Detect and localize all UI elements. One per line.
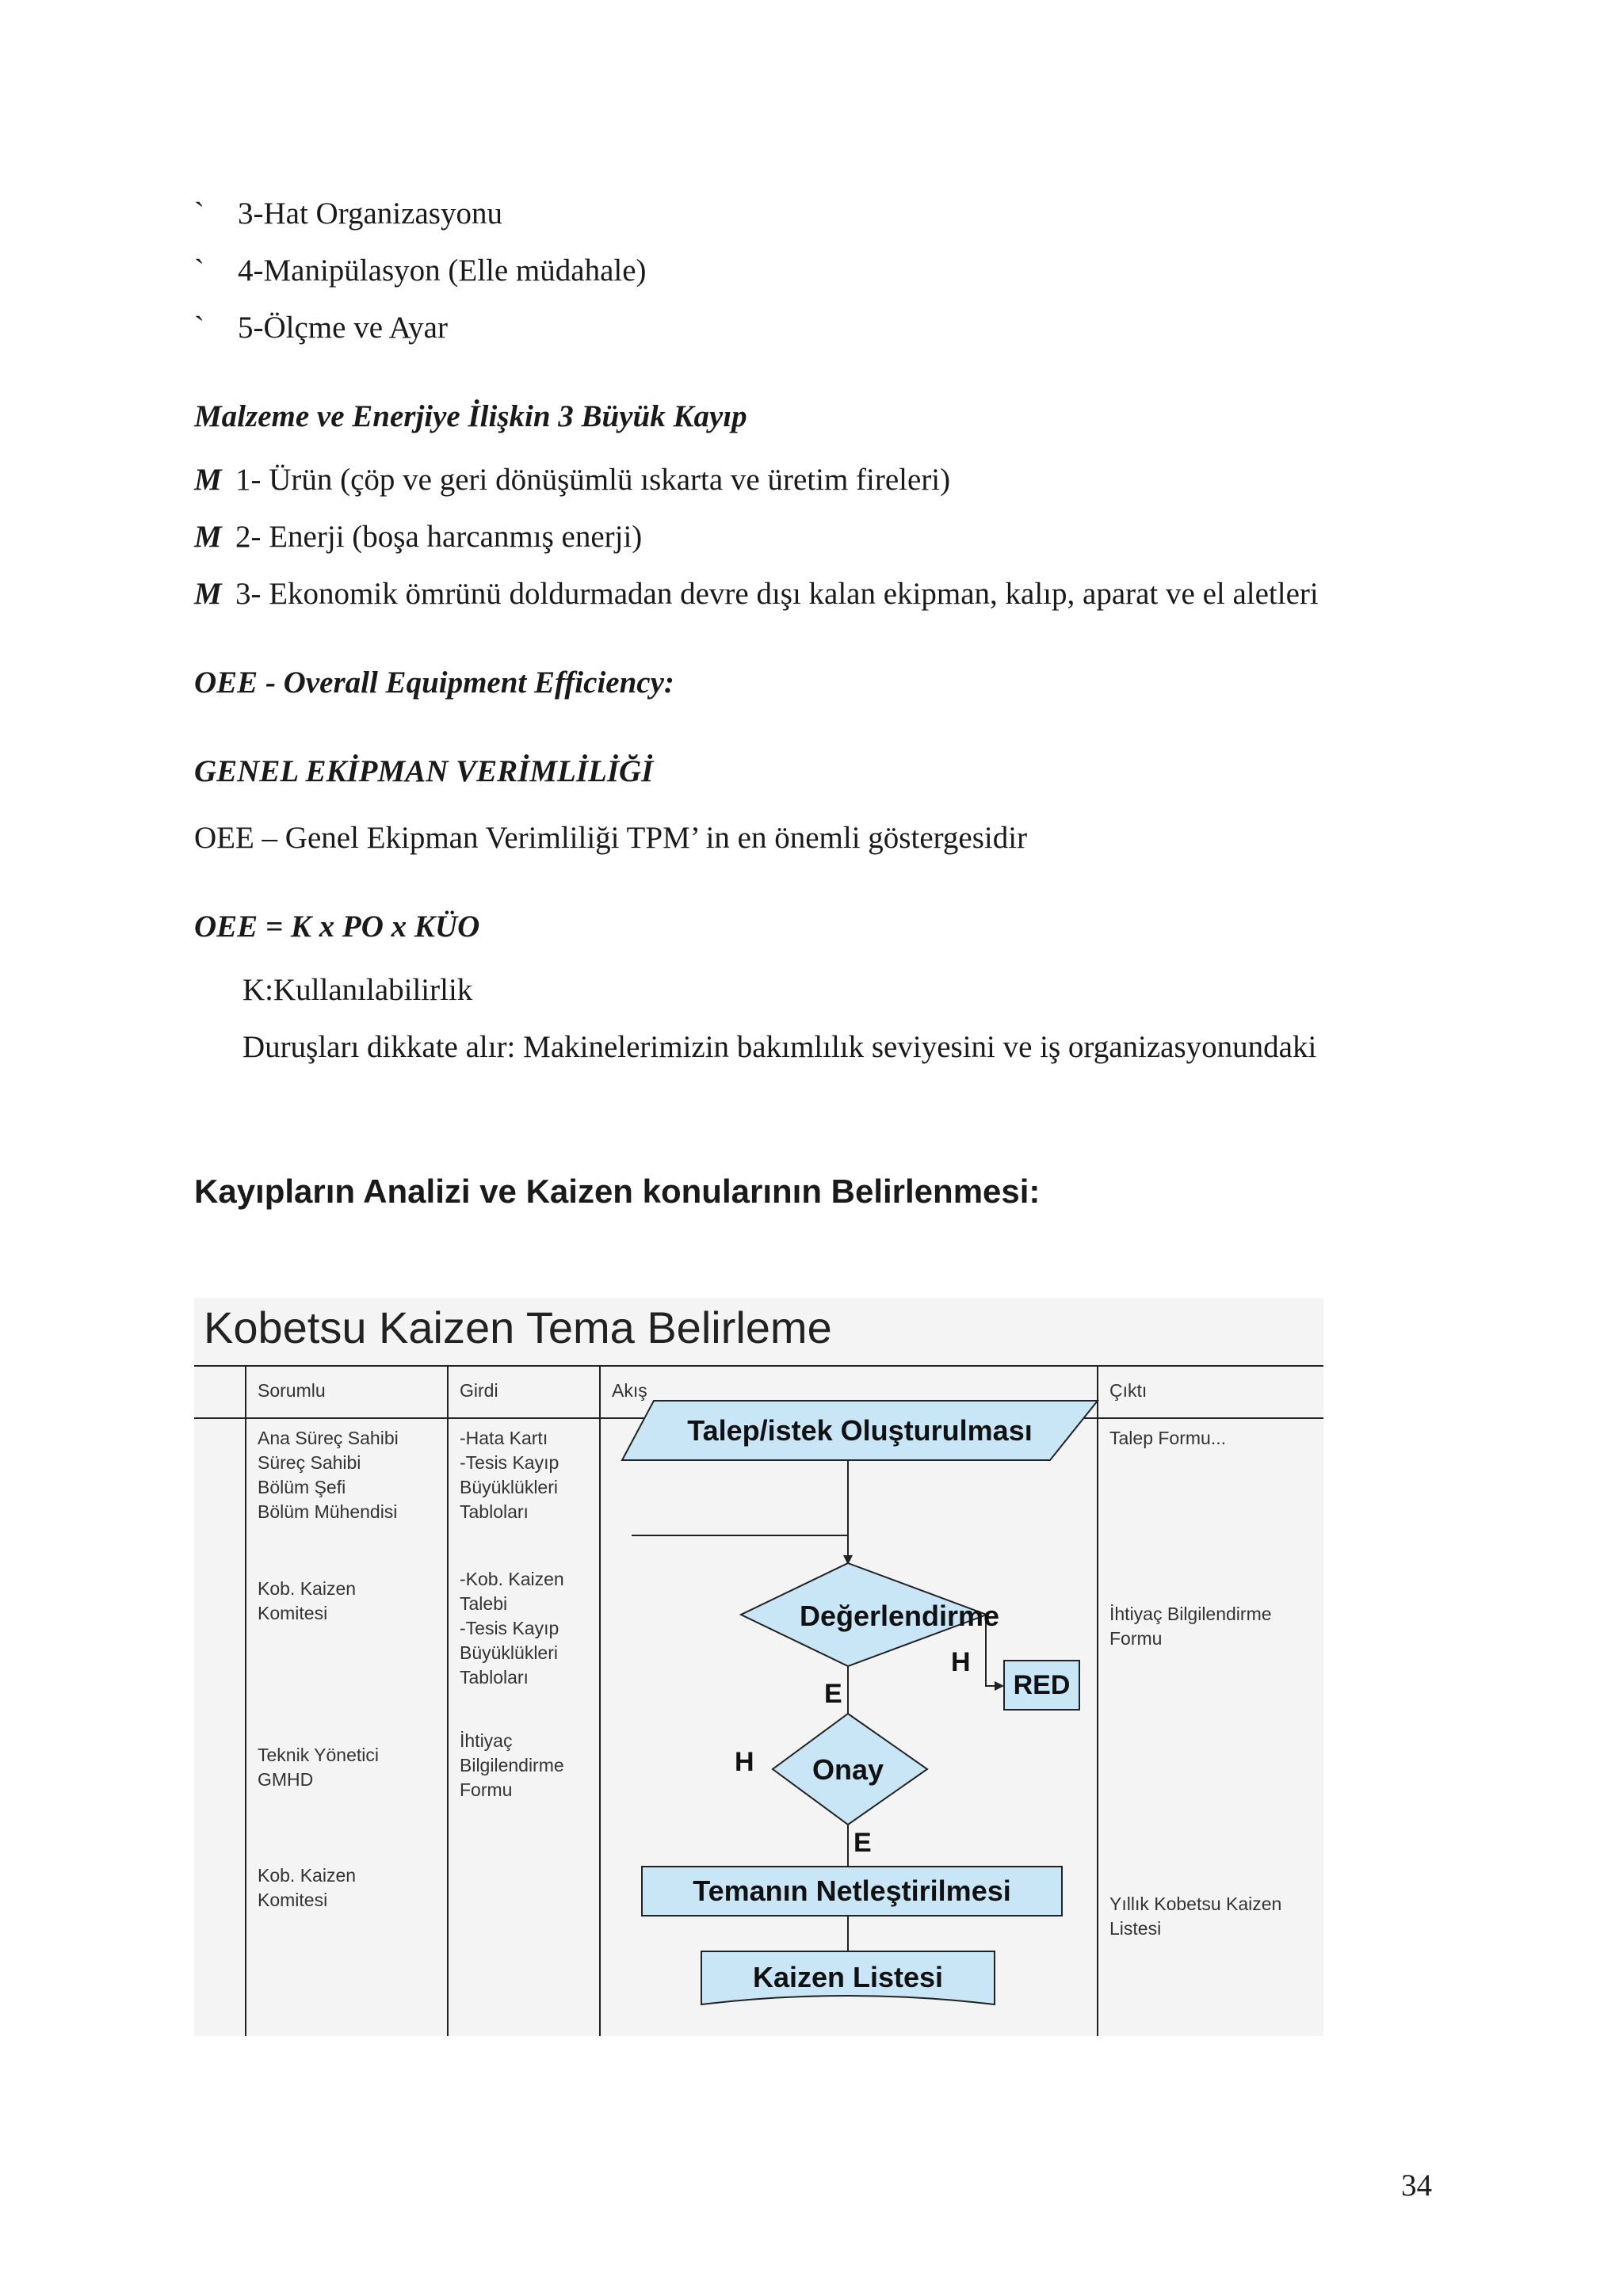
material-label: M (194, 463, 222, 497)
material-text: 1- Ürün (çöp ve geri dönüşümlü ıskarta ve üretim fireleri) (235, 463, 951, 497)
node-kaizen-label: Kaizen Listesi (752, 1961, 944, 1993)
girdi-cell: -Hata Kartı -Tesis Kayıp Büyüklükleri Tabloları (460, 1428, 559, 1522)
node-onay-label: Onay (812, 1753, 884, 1786)
cikti-cell: Talep Formu... (1109, 1428, 1226, 1448)
oee-sentence: OEE – Genel Ekipman Verimliliği TPM’ in en önemli göstergesidir (194, 821, 1028, 855)
kaizen-flowchart-figure (194, 1298, 1323, 2036)
node-temanin-label: Temanın Netleştirilmesi (693, 1875, 1011, 1907)
bullet-item: 3-Hat Organizasyonu (238, 196, 502, 231)
header-akis: Akış (612, 1380, 647, 1401)
branch-e-label: E (854, 1828, 872, 1858)
bullet-marker: ` (194, 254, 204, 288)
material-item (194, 461, 950, 499)
material-item (194, 575, 1319, 613)
bullet-item: 5-Ölçme ve Ayar (238, 311, 448, 345)
header-girdi: Girdi (460, 1380, 498, 1401)
girdi-cell: İhtiyaç Bilgilendirme Formu (460, 1730, 564, 1800)
node-talep-label: Talep/istek Oluşturulması (687, 1414, 1033, 1447)
material-item (194, 518, 642, 556)
material-label: M (194, 520, 222, 554)
material-text: 3- Ekonomik ömrünü doldurmadan devre dışı kalan ekipman, kalıp, aparat ve el aletleri (235, 577, 1319, 611)
sorumlu-cell: Ana Süreç Sahibi Süreç Sahibi Bölüm Şefi Bölüm Mühendisi (258, 1428, 399, 1522)
header-sorumlu: Sorumlu (258, 1380, 326, 1401)
figure-title: Kobetsu Kaizen Tema Belirleme (204, 1302, 832, 1352)
cikti-cell: İhtiyaç Bilgilendirme Formu (1109, 1604, 1272, 1649)
bullet-item: 4-Manipülasyon (Elle müdahale) (238, 254, 647, 288)
section-title: Kayıpların Analizi ve Kaizen konularının Belirlenmesi: (194, 1173, 1041, 1210)
cikti-cell: Yıllık Kobetsu Kaizen Listesi (1109, 1894, 1282, 1939)
header-cikti: Çıktı (1109, 1380, 1148, 1401)
sorumlu-cell: Teknik Yönetici GMHD (258, 1745, 379, 1790)
node-red-label: RED (1013, 1670, 1071, 1700)
material-heading: Malzeme ve Enerjiye İlişkin 3 Büyük Kayıp (194, 399, 747, 433)
oee-formula: OEE = K x PO x KÜO (194, 910, 480, 944)
k-description: Duruşları dikkate alır: Makinelerimizin bakımlılık seviyesini ve iş organizasyonundaki (242, 1030, 1317, 1064)
branch-h-label: H (735, 1747, 754, 1777)
node-degerlendirme-label: Değerlendirme (799, 1600, 1000, 1632)
page-number: 34 (1401, 2168, 1432, 2203)
girdi-cell: -Kob. Kaizen Talebi -Tesis Kayıp Büyüklükleri Tabloları (460, 1569, 564, 1688)
k-definition: K:Kullanılabilirlik (242, 973, 473, 1007)
bullet-marker: ` (194, 311, 204, 345)
genel-heading: GENEL EKİPMAN VERİMLİLİĞİ (194, 754, 654, 788)
sorumlu-cell: Kob. Kaizen Komitesi (258, 1578, 357, 1623)
branch-e-label: E (824, 1679, 842, 1709)
oee-heading: OEE - Overall Equipment Efficiency: (194, 666, 674, 700)
bullet-marker: ` (194, 196, 204, 231)
branch-h-label: H (951, 1647, 971, 1677)
sorumlu-cell: Kob. Kaizen Komitesi (258, 1865, 357, 1910)
material-text: 2- Enerji (boşa harcanmış enerji) (235, 520, 643, 554)
material-label: M (194, 577, 222, 611)
